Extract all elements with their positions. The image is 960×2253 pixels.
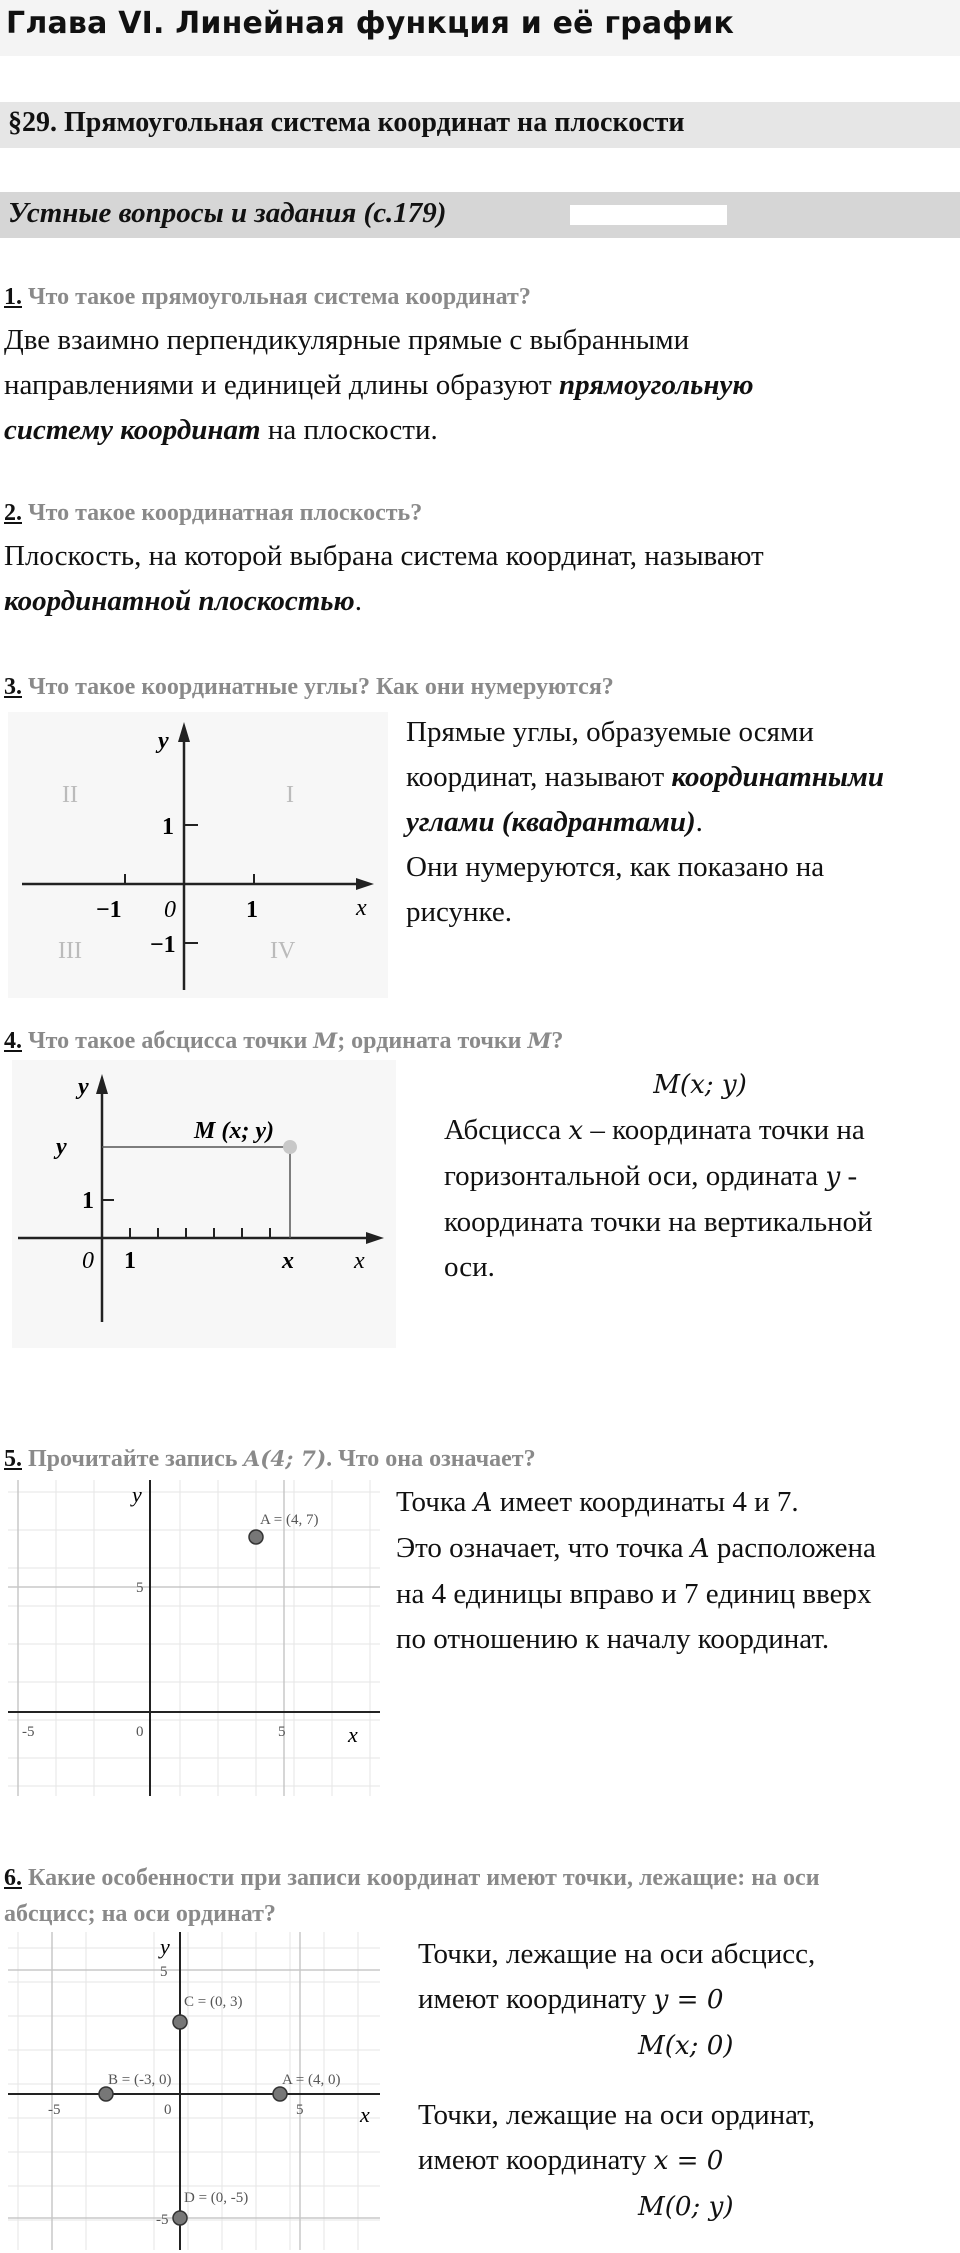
point-label: C = (0, 3) (184, 1994, 243, 2010)
answer-spacer (418, 2069, 956, 2093)
y-axis-label: y (158, 728, 169, 754)
question-4 (4, 1028, 563, 1055)
section-header (0, 102, 960, 148)
major-grid (8, 1480, 380, 1796)
term: координатной плоскостью (4, 585, 355, 617)
answer-4 (444, 1108, 956, 1290)
answer-text: расположена (709, 1532, 876, 1564)
subsection-title: Устные вопросы и задания (с.179) (8, 197, 447, 229)
term: координатными (671, 761, 884, 793)
answer-line (444, 1108, 956, 1154)
answer-text: Точка (396, 1486, 474, 1518)
answer-text: имеет координаты 4 и 7. (492, 1486, 799, 1518)
answer-line: по отношению к началу координат. (396, 1623, 830, 1655)
answer-text: имеют координату (418, 1983, 654, 2015)
question-number: 6. (4, 1865, 22, 1891)
answer-line (406, 755, 956, 800)
y-axis-label: y (78, 1074, 89, 1100)
point-a-graph (8, 1480, 380, 1796)
question-text: ? (551, 1028, 564, 1054)
tick-label: 1 (162, 814, 174, 840)
answer-text: . (354, 585, 362, 617)
question-6 (4, 1860, 954, 1932)
chapter-title: Глава VI. Линейная функция и её график (6, 6, 735, 41)
answer-text: Это означает, что точка (396, 1532, 691, 1564)
axis-points-graph (8, 1932, 380, 2250)
point-c (173, 2015, 187, 2029)
answer-line (396, 1480, 956, 1526)
question-number: 4. (4, 1028, 22, 1054)
answer-text: - (840, 1160, 858, 1192)
tick-label: 0 (136, 1724, 144, 1740)
point-label: B = (-3, 0) (108, 2072, 172, 2088)
answer-text: на плоскости. (260, 414, 438, 446)
tick-label: y (56, 1134, 67, 1160)
tick-label: 0 (164, 2102, 172, 2118)
question-text: Что такое абсцисса точки (28, 1028, 314, 1054)
answer-line (444, 1154, 956, 1200)
tick-label: -5 (156, 2212, 169, 2228)
answer-1 (4, 318, 954, 453)
tick-label: 5 (278, 1724, 286, 1740)
tick-label: 0 (164, 897, 176, 923)
y-axis-label: y (160, 1934, 170, 1959)
math: M (313, 1029, 338, 1054)
blank-box (570, 205, 727, 225)
answer-line (4, 579, 954, 624)
math: y (825, 1162, 841, 1192)
answer-line: Прямые углы, образуемые осями (406, 716, 814, 748)
question-3 (4, 674, 614, 701)
math: A (690, 1534, 710, 1564)
chapter-header (0, 0, 960, 56)
point-label: A = (4, 7) (260, 1512, 319, 1528)
answer-line: Две взаимно перпендикулярные прямые с выбранными (4, 324, 690, 356)
quadrant-label: III (58, 938, 82, 964)
question-1 (4, 284, 531, 311)
math: M (527, 1029, 552, 1054)
answer-line: Плоскость, на которой выбрана система координат, называют (4, 540, 764, 572)
x-axis-label: x (354, 1248, 365, 1274)
question-text: Какие особенности при записи координат имеют точки, лежащие: на оси (28, 1865, 820, 1891)
tick-label: 1 (124, 1248, 136, 1274)
answer-line: Точки, лежащие на оси ординат, (418, 2099, 815, 2131)
answer-text: – координата точки на (583, 1114, 865, 1146)
answer-line (406, 800, 956, 845)
formula-m (560, 1062, 840, 1108)
answer-line (396, 1526, 956, 1572)
math: M(x; y) (653, 1070, 747, 1100)
answer-text: . (695, 806, 703, 838)
answer-line (4, 363, 954, 408)
question-line: абсцисс; на оси ординат? (4, 1901, 276, 1927)
subsection-header (0, 192, 960, 238)
x-axis-label: x (348, 1722, 358, 1747)
question-text: Что такое координатные углы? Как они нумеруются? (28, 674, 614, 700)
question-text: Что такое прямоугольная система координат? (28, 284, 531, 310)
point-label: M (x; y) (194, 1118, 274, 1144)
answer-line: координата точки на вертикальной (444, 1206, 873, 1238)
answer-6 (418, 1932, 956, 2230)
math: y = 0 (653, 1985, 724, 2015)
answer-text: имеют координату (418, 2144, 654, 2176)
tick-label: −1 (150, 932, 176, 958)
question-text: Что такое координатная плоскость? (28, 500, 423, 526)
quadrant-label: I (286, 782, 294, 808)
question-number: 2. (4, 500, 22, 526)
math: M(x; 0) (638, 2031, 734, 2061)
y-axis-label: y (132, 1482, 142, 1507)
answer-text: координат, называют (406, 761, 672, 793)
tick-label: 0 (82, 1248, 94, 1274)
question-number: 1. (4, 284, 22, 310)
tick-label: 5 (136, 1580, 144, 1596)
question-number: 5. (4, 1446, 22, 1472)
section-title: §29. Прямоугольная система координат на плоскости (8, 107, 685, 138)
math: x = 0 (653, 2146, 724, 2176)
quadrant-label: II (62, 782, 78, 808)
quadrant-label: IV (270, 938, 296, 964)
answer-line: Точки, лежащие на оси абсцисс, (418, 1938, 816, 1970)
answer-line (418, 2023, 956, 2069)
answer-text: горизонтальной оси, ордината (444, 1160, 826, 1192)
tick-label: 5 (296, 2102, 304, 2118)
answer-line: рисунке. (406, 896, 513, 928)
question-line (4, 1860, 954, 1896)
math: A (473, 1488, 493, 1518)
answer-line: Они нумеруются, как показано на (406, 851, 825, 883)
point-coordinates-figure (12, 1060, 396, 1348)
question-text: Прочитайте запись (28, 1446, 244, 1472)
answer-line (4, 408, 954, 453)
tick-label: 5 (160, 1964, 168, 1980)
tick-label: -5 (22, 1724, 35, 1740)
answer-line: на 4 единицы вправо и 7 единиц вверх (396, 1578, 872, 1610)
tick-label: −1 (96, 897, 122, 923)
grid (8, 1480, 380, 1796)
quadrants-figure (8, 712, 388, 998)
point-label: D = (0, -5) (184, 2190, 249, 2206)
question-text: ; ордината точки (337, 1028, 528, 1054)
question-text: . Что она означает? (326, 1446, 536, 1472)
term: прямоугольную (558, 369, 754, 401)
answer-line (418, 2138, 956, 2184)
question-5 (4, 1446, 536, 1473)
point-a (273, 2087, 287, 2101)
point-d (173, 2211, 187, 2225)
math: A(4; 7) (243, 1447, 327, 1472)
answer-3 (406, 710, 956, 935)
answer-line (418, 2184, 956, 2230)
tick-label: 1 (82, 1188, 94, 1214)
answer-text: направлениями и единицей длины образуют (4, 369, 559, 401)
point-label: A = (4, 0) (282, 2072, 341, 2088)
tick-label: x (282, 1248, 294, 1274)
point-a (249, 1530, 263, 1544)
tick-label: -5 (48, 2102, 61, 2118)
term: систему координат (4, 414, 261, 446)
answer-5 (396, 1480, 956, 1662)
figure-background (12, 1060, 396, 1348)
answer-line: оси. (444, 1251, 495, 1283)
answer-line (418, 1977, 956, 2023)
math: x (568, 1116, 584, 1146)
tick-label: 1 (246, 897, 258, 923)
term: углами (квадрантами) (406, 806, 696, 838)
point-b (99, 2087, 113, 2101)
answer-text: Абсцисса (444, 1114, 569, 1146)
question-number: 3. (4, 674, 22, 700)
question-2 (4, 500, 422, 527)
point-m (283, 1140, 297, 1154)
x-axis-label: x (360, 2102, 370, 2127)
math: M(0; y) (638, 2192, 734, 2222)
x-axis-label: x (356, 895, 367, 921)
answer-2 (4, 534, 954, 624)
